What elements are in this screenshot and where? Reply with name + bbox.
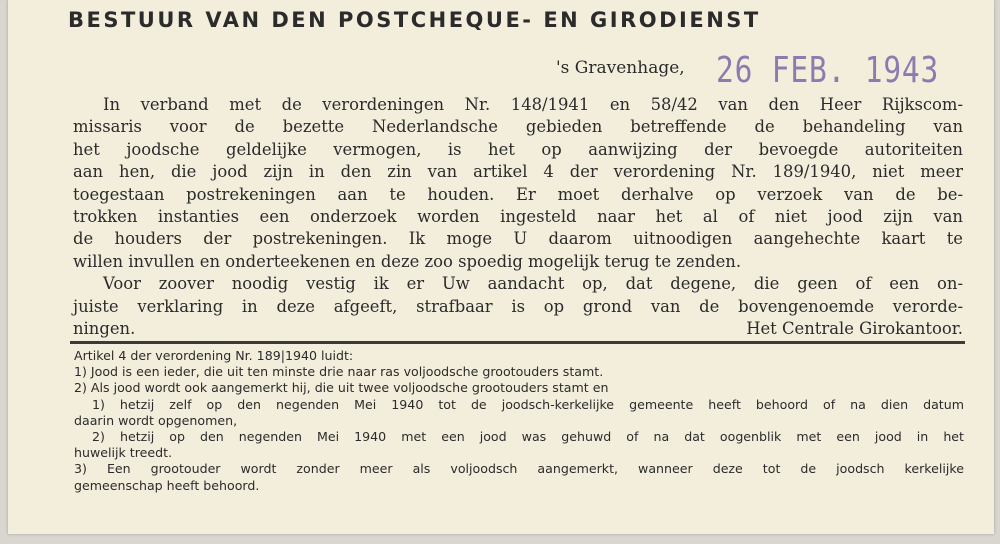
body-line: aan hen, die jood zijn in den zin van artikel 4 der verordening Nr. 189/1940, niet meer (73, 162, 963, 182)
body-line: Voor zoover noodig vestig ik er Uw aandacht op, dat degene, die geen of een on- (103, 274, 963, 294)
footnote-line: 2) hetzij op den negenden Mei 1940 met een jood was gehuwd of na dat oogenblik met een jood in het (92, 428, 964, 444)
body-line: juiste verklaring in deze afgeeft, strafbaar is op grond van de bovengenoemde verorde- (73, 296, 963, 316)
place-line: 's Gravenhage, (556, 58, 685, 78)
closing-row (73, 318, 963, 340)
footnote-line: 2) Als jood wordt ook aangemerkt hij, die uit twee voljoodsche grootouders stamt en (74, 380, 609, 396)
body-line: de houders der postrekeningen. Ik moge U daarom uitnoodigen aangehechte kaart te (73, 229, 963, 249)
body-line: willen invullen en onderteekenen en deze zoo spoedig mogelijk terug te zenden. (73, 251, 742, 271)
footnote-block (74, 348, 964, 494)
footnote-line: huwelijk treedt. (74, 445, 173, 461)
letterhead-title: BESTUUR VAN DEN POSTCHEQUE- EN GIRODIENST (68, 8, 761, 32)
body-line: In verband met de verordeningen Nr. 148/1941 en 58/42 van den Heer Rijkscom- (103, 95, 963, 114)
letter-body (73, 94, 963, 340)
footnote-title: Artikel 4 der verordening Nr. 189|1940 luidt: (74, 348, 354, 363)
document-sheet (8, 0, 994, 534)
divider-rule (70, 341, 965, 344)
footnote-line: 1) Jood is een ieder, die uit ten minste drie naar ras voljoodsche grootouders stamt. (74, 364, 604, 380)
body-line: het joodsche geldelijke vermogen, is het op aanwijzing der bevoegde autoriteiten (73, 139, 963, 159)
body-line: toegestaan postrekeningen aan te houden. Er moet derhalve op verzoek van de be- (73, 184, 963, 204)
footnote-line: 3) Een grootouder wordt zonder meer als voljoodsch aangemerkt, wanneer deze tot de joodsch kerkelijke (74, 461, 964, 477)
footnote-line: 1) hetzij zelf op den negenden Mei 1940 tot de joodsch-kerkelijke gemeente heeft behoord of na dien datum (92, 396, 964, 412)
date-stamp: 26 FEB. 1943 (716, 50, 940, 91)
signature: Het Centrale Girokantoor. (746, 318, 963, 338)
body-line: missaris voor de bezette Nederlandsche gebieden betreffende de behandeling van (73, 117, 963, 137)
footnote-line: gemeenschap heeft behoord. (74, 477, 260, 493)
footnote-line: daarin wordt opgenomen, (74, 412, 238, 428)
final-word: ningen. (73, 318, 136, 338)
body-line: trokken instanties een onderzoek worden ingesteld naar het al of niet jood zijn van (73, 206, 963, 226)
